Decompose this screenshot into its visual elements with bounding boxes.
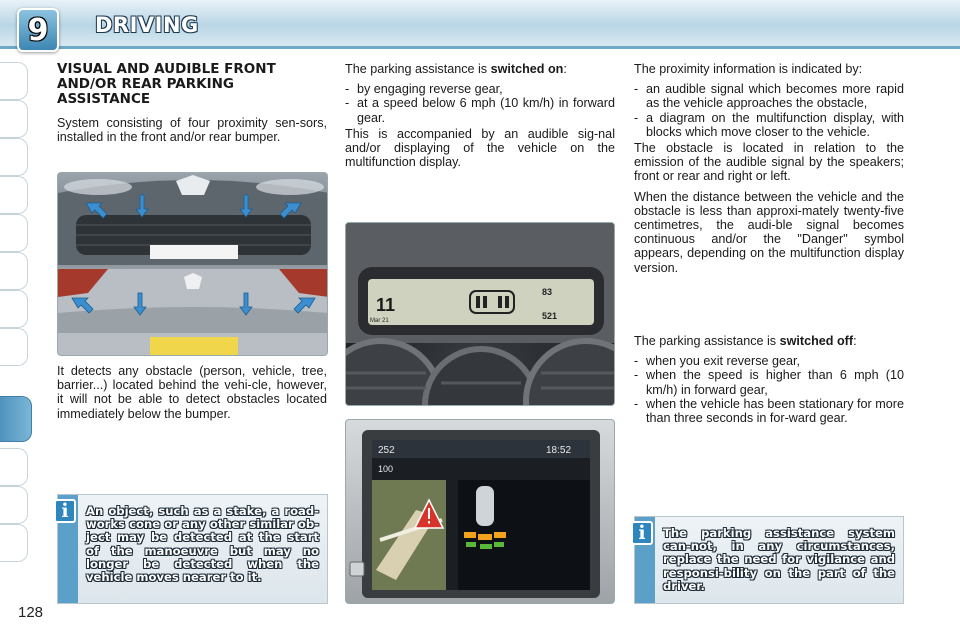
right-column	[634, 62, 904, 281]
system-intro: System consisting of four proximity sen-sors, installed in the front and/or rear bumper.	[57, 116, 327, 145]
chapter-tab-4[interactable]	[0, 176, 28, 214]
switched-on-heading	[345, 62, 615, 76]
chapter-tab-9-active[interactable]	[0, 396, 32, 442]
screen-side-button[interactable]	[350, 562, 364, 576]
list-item: - at a speed below 6 mph (10 km/h) in forward gear.	[345, 96, 615, 124]
gear-readout: 11	[376, 295, 396, 315]
chapter-number-badge: 9	[17, 8, 59, 52]
chapter-tab-12[interactable]	[0, 524, 28, 562]
chapter-title: DRIVING	[95, 13, 199, 37]
chapter-tab-5[interactable]	[0, 214, 28, 252]
date-readout: Mar 21	[370, 318, 389, 324]
screen-distance-readout: 100	[378, 464, 394, 474]
vehicle-diagram-icon	[476, 486, 494, 526]
chapter-tab-7[interactable]	[0, 290, 28, 328]
left-column	[57, 62, 327, 150]
proximity-list	[634, 82, 904, 139]
switched-off-suffix: :	[853, 334, 857, 348]
chapter-tab-8[interactable]	[0, 328, 28, 366]
instrument-display-photo	[345, 222, 615, 406]
switched-on-bold: switched on	[490, 62, 564, 76]
multifunction-screen-illustration	[346, 420, 615, 604]
distance-text: When the distance between the vehicle and the obstacle is less than approxi-mately twenty-five centimetres, the audi-ble signal becomes continuous and/or the "Danger" symbol appears, depending on the multifunction display version.	[634, 189, 904, 275]
switched-off-bold: switched off	[779, 334, 854, 348]
info-icon: i	[54, 499, 76, 523]
proximity-intro: The proximity information is indicated by:	[634, 62, 863, 76]
dash-top-readout: 83	[542, 287, 553, 297]
screen-time-readout: 18:52	[546, 445, 572, 456]
chapter-tab-1[interactable]	[0, 62, 28, 100]
info-note-left	[57, 494, 328, 604]
list-item: - by engaging reverse gear,	[345, 82, 615, 96]
chapter-tab-6[interactable]	[0, 252, 28, 290]
switched-off-block	[634, 334, 904, 427]
multifunction-screen-photo	[345, 419, 615, 604]
list-item: - when the speed is higher than 6 mph (10 km/h) in forward gear,	[634, 368, 904, 396]
bumper-sensors-illustration	[58, 173, 328, 356]
info-icon: i	[631, 521, 653, 545]
chapter-tab-10[interactable]	[0, 448, 28, 486]
list-item: - when you exit reverse gear,	[634, 354, 904, 368]
switched-off-heading	[634, 334, 904, 348]
header-divider	[0, 46, 960, 49]
switched-off-list	[634, 354, 904, 425]
list-item: - a diagram on the multifunction display, with blocks which move closer to the vehicle.	[634, 111, 904, 139]
instrument-display-illustration	[346, 223, 615, 406]
chapter-tab-2[interactable]	[0, 100, 28, 138]
switched-on-suffix: :	[563, 62, 567, 76]
accompanied-text: This is accompanied by an audible sig-nal and/or displaying of the vehicle on the multifunction display.	[345, 126, 615, 170]
list-item: - when the vehicle has been stationary for more than three seconds in for-ward gear.	[634, 397, 904, 425]
info-note-text: An object, such as a stake, a road-works cone or any other similar ob-ject may be detected at the start of the manoeuvre but may no longer be detected when the vehicle moves nearer to it.	[86, 504, 319, 585]
switched-on-prefix: The parking assistance is	[345, 62, 491, 76]
info-note-right	[634, 516, 904, 604]
chapter-tab-3[interactable]	[0, 138, 28, 176]
switched-off-prefix: The parking assistance is	[634, 334, 780, 348]
switched-on-list	[345, 82, 615, 125]
middle-column	[345, 62, 615, 175]
list-item: - an audible signal which becomes more rapid as the vehicle approaches the obstacle,	[634, 82, 904, 110]
obstacle-location-text: The obstacle is located in relation to the emission of the audible signal by the speakers; front or rear and right or left.	[634, 141, 904, 184]
section-title: VISUAL AND AUDIBLE FRONT AND/OR REAR PARKING ASSISTANCE	[57, 61, 276, 107]
page-number: 128	[18, 604, 44, 621]
dash-bottom-readout: 521	[542, 311, 558, 321]
detection-description: It detects any obstacle (person, vehicle, tree, barrier...) located behind the vehi-cle, however, it will not be able to detect obstacles located immediately below the bumper.	[57, 364, 327, 421]
chapter-tab-11[interactable]	[0, 486, 28, 524]
screen-speed-readout: 252	[378, 445, 395, 456]
info-note-text: The parking assistance system can-not, in any circumstances, replace the need for vigilance and responsi-bility on the part of the driver.	[663, 526, 895, 593]
bumper-sensors-photo	[57, 172, 328, 356]
